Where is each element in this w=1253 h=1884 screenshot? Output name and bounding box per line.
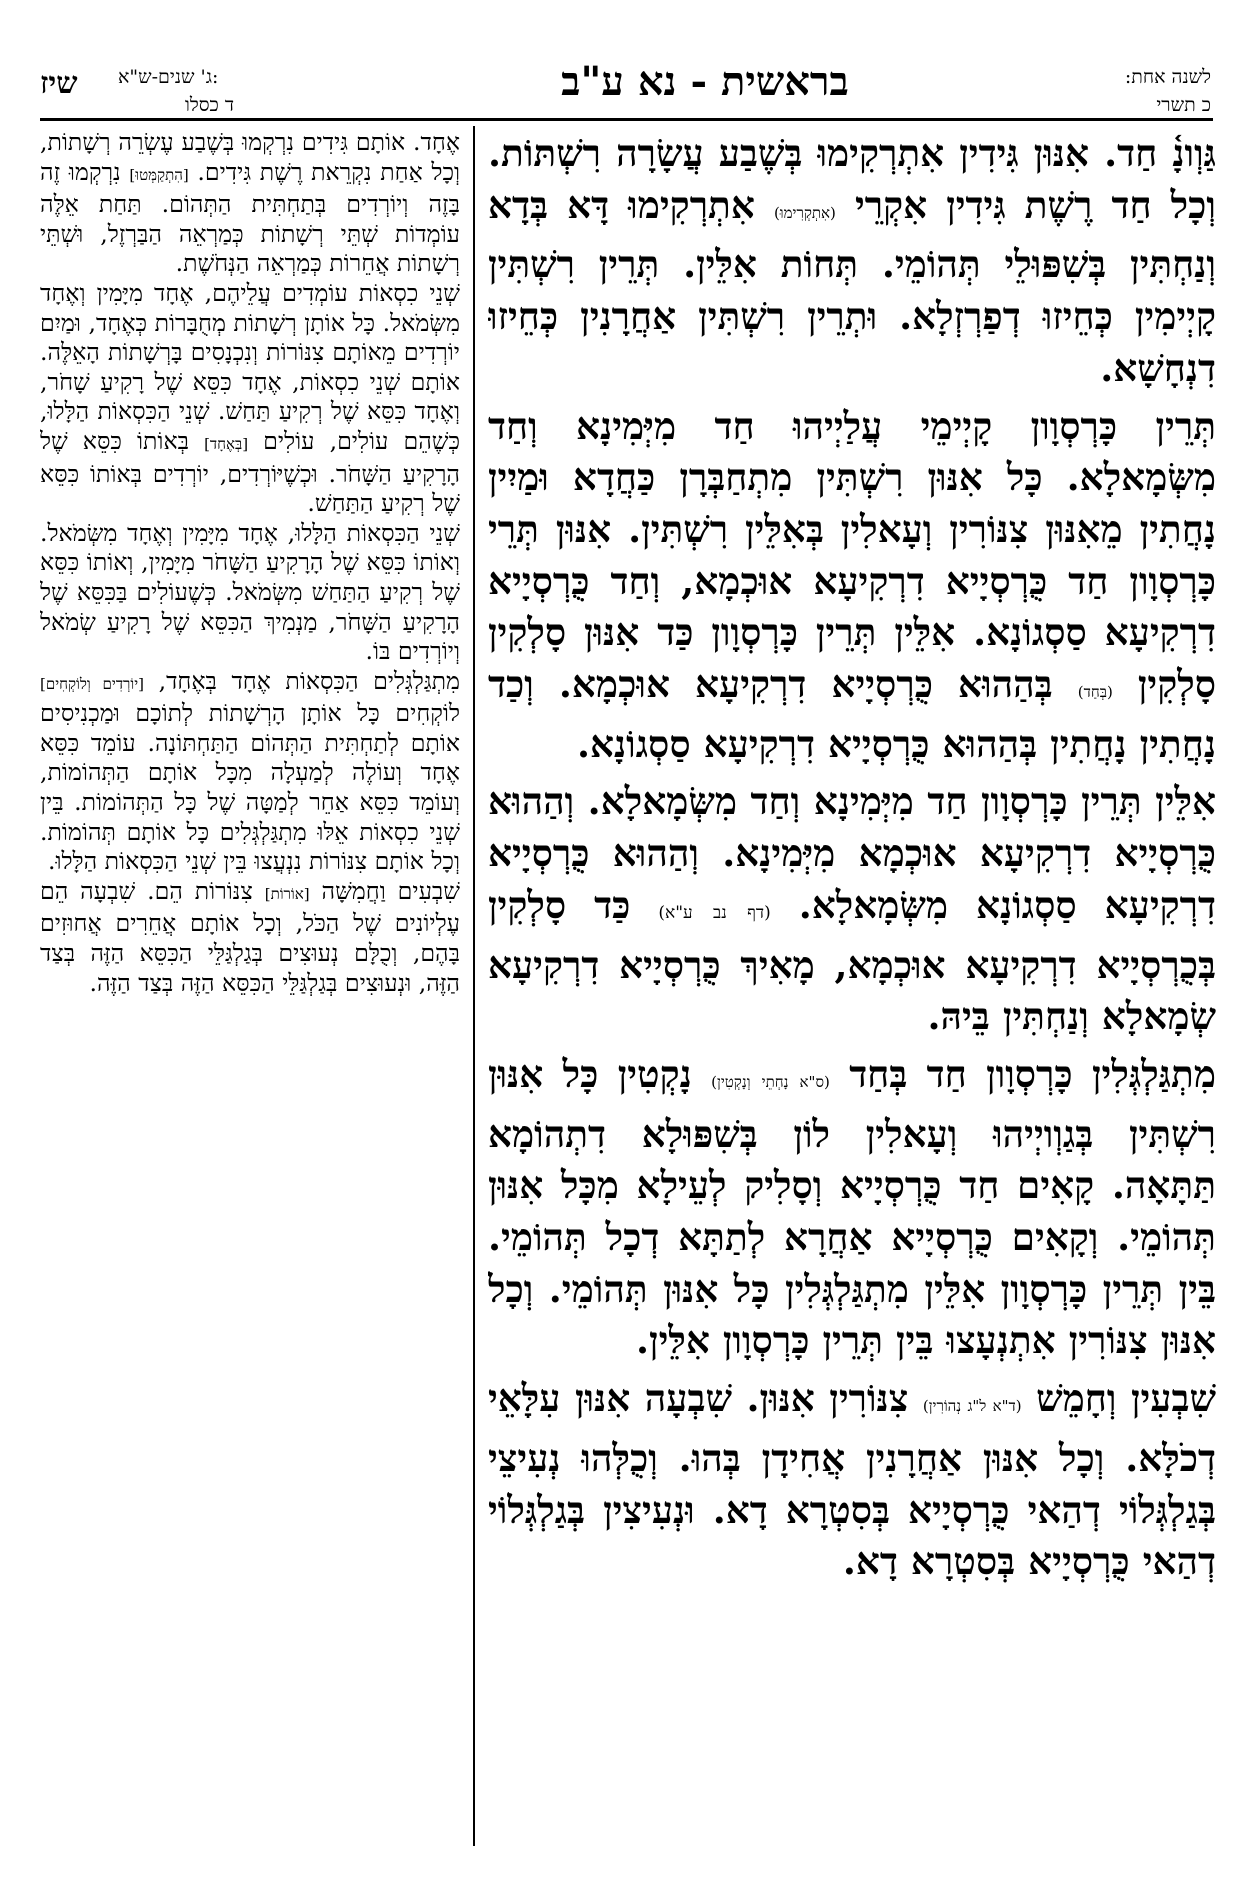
translation-text: אֶחָד. אוֹתָם גִּידִים נִרְקְמוּ בְּשֶׁבַע עֶשְׂרֵה רְשָׁתוֹת, וְכָל אַחַת נִקְרֵאת רֶשֶׁת גִּידִים.	[40, 128, 460, 186]
translation-text: שִׁבְעִים וַחֲמִשָּׁה	[321, 876, 460, 905]
translation-text: שְׁנֵי כִסְאוֹת עוֹמְדִים עֲלֵיהֶם, אֶחָד מִיָּמִין וְאֶחָד מִשְּׂמֹאל. כָּל אוֹתָן רְשָׁתוֹת מְחֻבָּרוֹת כְּאֶחָד, וּמַיִם יוֹרְדִים מֵאוֹתָם צִנּוֹרוֹת וְנִכְנָסִים בָּרְשָׁתוֹת הָאֵלֶּה. אוֹתָם שְׁנֵי כִסְאוֹת, אֶחָד כִּסֵּא שֶׁל רָקִיעַ שָׁחֹר, וְאֶחָד כִּסֵּא שֶׁל רְקִיעַ תַּחַשׁ. שְׁנֵי הַכִּסְאוֹת הַלָּלוּ, כְּשֶׁהֵם עוֹלִים, עוֹלִים	[40, 278, 460, 455]
translation-paragraph	[40, 519, 460, 667]
page-title: בראשית - נא ע"ב	[561, 58, 849, 105]
variant-note: [יוֹרְדִים וְלוֹקְחִים]	[40, 674, 145, 693]
main-text: גַּוְונָ֫ חַד. אִנּוּן גִּידִין אִתְרְקִימוּ בְּשֶׁבַע עֲשָׂרָה רִשְׁתּוֹת. וְכָל חַד רֶשֶׁת גִּידִין אִקְרֵי	[488, 131, 1216, 227]
main-text: אִתְרְקִימוּ דָּא בְּדָא וְנַחְתִּין בְּשִׁפּוּלֵי תְּהוֹמֵי. תְּחוֹת אִלֵּין. תְּרֵין רִשְׁתִּין קָיְימִין כְּחֵיזוּ דְפַרְזְלָא. וּתְרֵין רִשְׁתִּין אַחֲרָנִין כְּחֵיזוּ דִנְחָשָׁא.	[488, 182, 1216, 390]
column-divider	[473, 126, 475, 1846]
main-text: נָקְטִין כָּל אִנּוּן רִשְׁתִּין בְּגַוְויְיהוּ וְעָאלִין לוֹן בְּשִׁפּוּלָא דִתְהוֹמָא תַּתָּאָה. קָאִים חַד כֻּרְסְיָיא וְסָלִיק לְעֵילָא מִכָּל אִנּוּן תְּהוֹמֵי. וְקָאִים כֻּרְסְיָיא אַחֲרָא לְתַתָּא דְכָל תְּהוֹמֵי. בֵּין תְּרֵין כָּרְסְוָון אִלֵּין מִתְגַּלְגְּלִין כָּל אִנּוּן תְּהוֹמֵי. וְכָל אִנּוּן צִנּוֹרִין אִתְנְעָצוּ בֵּין תְּרֵין כָּרְסְוָון אִלֵּין.	[488, 1051, 1216, 1363]
main-text: בְּהַהוּא כֻּרְסְיָיא דִרְקִיעָא אוּכְמָא. וְכַד נָחֲתִין נָחֲתִין בְּהַהוּא כֻּרְסְיָיא דִרְקִיעָא סַסְגוֹנָא.	[488, 662, 1216, 766]
translation-paragraph	[40, 128, 460, 279]
variant-note: (ד"א ל"ג נְהוֹרִין)	[922, 1397, 1022, 1416]
main-text: תְּרֵין כָּרְסְוָון קָיְימֵי עֲלַיְיהוּ חַד מִיְּמִינָא וְחַד מִשְּׂמָאלָא. כָּל אִנּוּן רִשְׁתִּין מִתְחַבְּרָן כַּחֲדָא וּמַיִין נָחֲתִין מֵאִנּוּן צִנּוֹרִין וְעָאלִין בְּאִלֵּין רִשְׁתִּין. אִנּוּן תְּרֵי כָּרְסְוָון חַד כֻּרְסְיָיא דִרְקִיעָא אוּכְמָא, וְחַד כֻּרְסְיָיא דִרְקִיעָא סַסְגוֹנָא. אִלֵּין תְּרֵין כָּרְסְוָון כַּד אִנּוּן סָלְקִין סָלְקִין	[488, 403, 1216, 707]
header-left-line2: ד כסלו	[185, 94, 235, 116]
variant-note: [בְּאֶחָד]	[204, 434, 249, 453]
page-number: שיז	[40, 66, 78, 101]
main-paragraph	[488, 401, 1216, 771]
header-divider	[40, 118, 1213, 121]
main-text: מִתְגַּלְגְּלִין כָּרְסְוָון חַד בְּחַד	[849, 1051, 1216, 1096]
header-right-line2: כ תשרי	[1156, 94, 1211, 116]
variant-note: (אִתְקְרִימוּ)	[773, 203, 836, 222]
main-paragraph	[488, 1373, 1216, 1588]
main-text: צִנּוֹרִין אִנּוּן. שִׁבְעָה אִנּוּן עִלָּאֵי דְכֹלָּא. וְכָל אִנּוּן אַחֲרָנִין אֲחִידָן בְּהוּ. וְכֻלְּהוּ נְעִיצֵי בְּגַלְגְּלוֹי דְהַאי כֻּרְסְיָיא בְּסִטְרָא דָא. וּנְעִיצִין בְּגַלְגְּלוֹי דְהַאי כֻּרְסְיָיא בְּסִטְרָא דָא.	[488, 1376, 1216, 1584]
main-paragraph	[488, 776, 1216, 1043]
variant-note: [אוֹרוֹת]	[264, 884, 310, 903]
main-paragraph	[488, 128, 1216, 395]
variant-note: [הִתְקַמְּטוּ]	[129, 165, 189, 184]
translation-paragraph	[40, 279, 460, 519]
translation-paragraph	[40, 667, 460, 877]
translation-text: צִנּוֹרוֹת הֵם. שִׁבְעָה הֵם עֶלְיוֹנִים שֶׁל הַכֹּל, וְכָל אוֹתָם אֲחֵרִים אֲחוּזִים בָּהֶם, וְכֻלָּם נְעוּצִים בְּגַלְגַּלֵּי הַכִּסֵּא הַזֶּה בְּצַד הַזֶּה, וּנְעוּצִים בְּגַלְגַּלֵּי הַכִּסֵּא הַזֶּה בְּצַד הַזֶּה.	[40, 876, 460, 997]
translation-text: שְׁנֵי הַכִּסְאוֹת הַלָּלוּ, אֶחָד מִיָּמִין וְאֶחָד מִשְּׂמֹאל. וְאוֹתוֹ כִּסֵּא שֶׁל הָרָקִיעַ הַשָּׁחֹר מִיָּמִין, וְאוֹתוֹ כִּסֵּא שֶׁל רְקִיעַ הַתַּחַשׁ מִשְּׂמֹאל. כְּשֶׁעוֹלִים בַּכִּסֵּא שֶׁל הָרָקִיעַ הַשָּׁחֹר, מַנְמִיךְ הַכִּסֵּא שֶׁל רָקִיעַ שְׂמֹאל וְיוֹרְדִים בּוֹ.	[40, 518, 460, 666]
header-right-line1: לשנה אחת:	[1124, 66, 1211, 88]
translation-column	[40, 128, 460, 1848]
page-reference: (דף נב ע"א)	[658, 902, 771, 923]
translation-text: נִרְקְמוּ זֶה בָּזֶה וְיוֹרְדִים בְּתַחְתִּית הַתְּהוֹם. תַּחַת אֵלֶּה עוֹמְדוֹת שְׁתֵּי רְשָׁתוֹת כְּמַרְאֵה הַבַּרְזֶל, וּשְׁתֵּי רְשָׁתוֹת אֲחֵרוֹת כְּמַרְאֵה הַנְּחֹשֶׁת.	[40, 157, 460, 278]
translation-paragraph	[40, 877, 460, 998]
variant-note: (בְּחַד)	[1077, 683, 1113, 702]
main-text: אִלֵּין תְּרֵין כָּרְסְוָון חַד מִיְּמִינָא וְחַד מִשְּׂמָאלָא. וְהַהוּא כֻּרְסְיָיא דִרְקִיעָא אוּכְמָא מִיְּמִינָא. וְהַהוּא כֻּרְסְיָיא דִרְקִיעָא סַסְגוֹנָא מִשְּׂמָאלָא.	[488, 779, 1216, 927]
translation-text: לוֹקְחִים כָּל אוֹתָן הָרְשָׁתוֹת לְתוֹכָם וּמַכְנִיסִים אוֹתָם לְתַחְתִּית הַתְּהוֹם הַתַּחְתּוֹנָה. עוֹמֵד כִּסֵּא אֶחָד וְעוֹלֶה לְמַעְלָה מִכָּל אוֹתָם הַתְּהוֹמוֹת, וְעוֹמֵד כִּסֵּא אַחֵר לְמַטָּה שֶׁל כָּל הַתְּהוֹמוֹת. בֵּין שְׁנֵי כִסְאוֹת אֵלּוּ מִתְגַּלְגְּלִים כָּל אוֹתָם תְּהוֹמוֹת. וְכָל אוֹתָם צִנּוֹרוֹת נִנְעֲצוּ בֵּין שְׁנֵי הַכִּסְאוֹת הַלָּלוּ.	[40, 699, 460, 876]
main-text: כַּד סָלְקִין בְּכֻרְסְיָיא דִרְקִיעָא אוּכְמָא, מָאִיךְ כֻּרְסְיָיא דִרְקִיעָא שְׂמָאלָא וְנַחְתִּין בֵּיהּ.	[488, 882, 1216, 1039]
variant-note: (ס"א נָחְתֵי וְנָקְטִין)	[711, 1072, 830, 1091]
main-text: שִׁבְעִין וְחָמֵשׁ	[1036, 1376, 1216, 1421]
translation-text: בְּאוֹתוֹ כִּסֵּא שֶׁל הָרָקִיעַ הַשָּׁחֹר. וּכְשֶׁיּוֹרְדִים, יוֹרְדִים בְּאוֹתוֹ כִּסֵּא שֶׁל רְקִיעַ הַתַּחַשׁ.	[40, 426, 460, 518]
translation-text: מִתְגַּלְגְּלִים הַכִּסְאוֹת אֶחָד בְּאֶחָד,	[158, 666, 460, 695]
header-left-line1: ג' שנים-ש"א:	[118, 66, 219, 88]
main-paragraph	[488, 1049, 1216, 1367]
main-column	[488, 128, 1216, 1848]
